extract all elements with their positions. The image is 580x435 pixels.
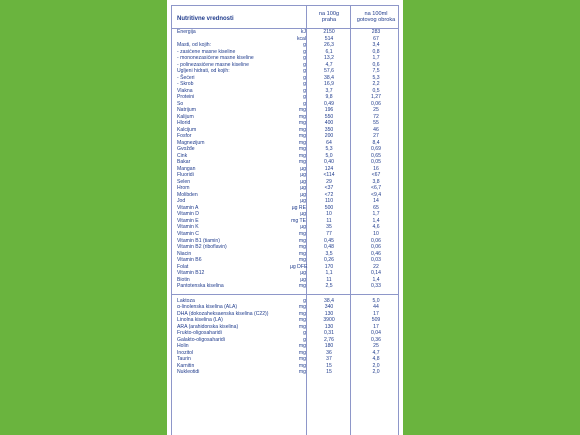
value-per-100ml: 25 bbox=[373, 107, 379, 114]
value-per-100g: 6,1 bbox=[325, 48, 333, 55]
nutrient-unit: mg bbox=[298, 310, 306, 317]
nutrient-unit: g bbox=[303, 94, 306, 101]
value-per-100ml: 0,06 bbox=[371, 244, 381, 251]
nutrient-name: Galakto-oligosaharidi bbox=[177, 336, 225, 343]
value-per-100g: 10 bbox=[326, 211, 332, 218]
value-per-100ml: 3,8 bbox=[372, 178, 380, 185]
value-per-100g: 37 bbox=[326, 356, 332, 363]
per-100g-header: na 100g praha bbox=[318, 11, 340, 23]
nutrient-unit: mg bbox=[298, 250, 306, 257]
nutrient-name: Masti, od kojih: bbox=[177, 42, 211, 49]
nutrient-unit: µg bbox=[300, 276, 306, 283]
nutrient-name: Inozitol bbox=[177, 349, 194, 356]
nutrient-unit: mg bbox=[298, 230, 306, 237]
nutrient-unit: mg bbox=[298, 146, 306, 153]
nutrient-name: Fluoridi bbox=[177, 172, 194, 179]
nutrient-unit: µg RE bbox=[291, 204, 306, 211]
value-per-100ml: 0,14 bbox=[371, 270, 381, 277]
nutrient-unit: mg bbox=[298, 237, 306, 244]
value-per-100g: 5,0 bbox=[325, 152, 333, 159]
value-per-100g: <37 bbox=[324, 185, 334, 192]
value-per-100ml: 44 bbox=[373, 304, 379, 311]
per-100ml-header: na 100ml gotovog obroka bbox=[356, 11, 396, 23]
nutrient-unit: µg bbox=[300, 191, 306, 198]
nutrient-name: - polinezasićene masne kiseline bbox=[177, 61, 249, 68]
value-per-100g: 350 bbox=[324, 126, 334, 133]
nutrient-unit: µg bbox=[300, 224, 306, 231]
value-per-100ml: 0,36 bbox=[371, 336, 381, 343]
nutrient-name: Kalcijum bbox=[177, 126, 197, 133]
table-row bbox=[172, 369, 398, 376]
nutrient-name: - zasićene masne kiseline bbox=[177, 48, 236, 55]
value-per-100ml: 5,3 bbox=[372, 74, 380, 81]
nutrient-unit: g bbox=[303, 61, 306, 68]
value-per-100ml: 1,7 bbox=[372, 55, 380, 62]
value-per-100ml: 2,0 bbox=[372, 369, 380, 376]
value-per-100ml: 22 bbox=[373, 263, 379, 270]
value-per-100ml: 0,06 bbox=[371, 100, 381, 107]
value-per-100g: 11 bbox=[326, 276, 332, 283]
value-per-100ml: 65 bbox=[373, 204, 379, 211]
value-per-100g: 38,4 bbox=[324, 297, 334, 304]
nutrient-name: Fosfor bbox=[177, 133, 192, 140]
value-per-100ml: 7,5 bbox=[372, 68, 380, 75]
nutrient-unit: kcal bbox=[296, 35, 306, 42]
value-per-100ml: <9,4 bbox=[370, 191, 382, 198]
nutrient-unit: kJ bbox=[300, 29, 306, 35]
nutrient-rows-additional bbox=[172, 298, 398, 376]
value-per-100g: 1,1 bbox=[325, 270, 333, 277]
value-per-100g: 2,5 bbox=[325, 283, 333, 290]
nutrient-unit: µg bbox=[300, 165, 306, 172]
nutrient-name: Mangan bbox=[177, 165, 196, 172]
nutrient-unit: µg bbox=[300, 178, 306, 185]
nutrient-name: DHA (dokozaheksaenska kiselina (C22)) bbox=[177, 310, 269, 317]
value-per-100ml: 0,05 bbox=[371, 159, 381, 166]
value-per-100ml: 0,04 bbox=[371, 330, 381, 337]
nutrient-name: Vitamin B1 (tiamin) bbox=[177, 237, 220, 244]
value-per-100ml: 0,65 bbox=[371, 152, 381, 159]
nutrient-name: Kalijum bbox=[177, 113, 194, 120]
nutrient-unit: g bbox=[303, 87, 306, 94]
nutrient-unit: µg DFE bbox=[290, 263, 308, 270]
value-per-100ml: 72 bbox=[373, 113, 379, 120]
nutrient-unit: g bbox=[303, 74, 306, 81]
value-per-100g: 36 bbox=[326, 349, 332, 356]
nutrient-name: Biotin bbox=[177, 276, 190, 283]
nutrient-name: Frukto-oligosaharidi bbox=[177, 330, 222, 337]
value-per-100ml: <6,7 bbox=[370, 185, 382, 192]
nutrient-unit: mg bbox=[298, 257, 306, 264]
nutrient-unit: mg bbox=[298, 113, 306, 120]
nutrient-unit: µg bbox=[300, 198, 306, 205]
nutrient-unit: mg bbox=[298, 343, 306, 350]
nutrient-name: - Šećeri bbox=[177, 74, 195, 81]
value-per-100g: 9,8 bbox=[325, 94, 333, 101]
value-per-100g: 11 bbox=[326, 217, 332, 224]
nutrient-unit: mg bbox=[298, 323, 306, 330]
value-per-100g: 400 bbox=[324, 120, 334, 127]
value-per-100g: 110 bbox=[324, 198, 334, 205]
value-per-100ml: 27 bbox=[373, 133, 379, 140]
value-per-100g: 29 bbox=[326, 178, 332, 185]
nutrient-name: ARA (arahidonska kiselina) bbox=[177, 323, 239, 330]
value-per-100ml: 0,69 bbox=[371, 146, 381, 153]
nutrient-unit: mg bbox=[298, 139, 306, 146]
nutrient-name: Niacin bbox=[177, 250, 192, 257]
value-per-100ml: 4,7 bbox=[372, 349, 380, 356]
value-per-100g: 0,31 bbox=[324, 330, 334, 337]
nutrition-table bbox=[171, 5, 399, 435]
nutrient-name: Vitamin C bbox=[177, 230, 199, 237]
value-per-100g: 0,48 bbox=[324, 244, 334, 251]
value-per-100g: 4,7 bbox=[325, 61, 333, 68]
value-per-100ml: 2,2 bbox=[372, 81, 380, 88]
nutrient-name: Vitamin D bbox=[177, 211, 199, 218]
value-per-100g: <114 bbox=[323, 172, 335, 179]
nutrient-name: Pantotenska kiselina bbox=[177, 283, 224, 290]
nutrient-name: Hlorid bbox=[177, 120, 191, 127]
value-per-100g: 3900 bbox=[323, 317, 335, 324]
nutrient-name: Vitamin B12 bbox=[177, 270, 205, 277]
value-per-100ml: 283 bbox=[371, 29, 381, 35]
value-per-100ml: 3,4 bbox=[372, 42, 380, 49]
value-per-100ml: 4,6 bbox=[372, 224, 380, 231]
nutrient-unit: g bbox=[303, 48, 306, 55]
value-per-100ml: 8,4 bbox=[372, 139, 380, 146]
nutrient-unit: µg bbox=[300, 172, 306, 179]
nutrient-unit: mg bbox=[298, 362, 306, 369]
value-per-100g: 3,7 bbox=[325, 87, 333, 94]
value-per-100ml: 0,8 bbox=[372, 48, 380, 55]
value-per-100ml: 2,0 bbox=[372, 362, 380, 369]
nutrient-unit: mg bbox=[298, 283, 306, 290]
nutrient-name: Nukleotidi bbox=[177, 369, 200, 376]
value-per-100ml: 0,46 bbox=[371, 250, 381, 257]
value-per-100ml: 1,7 bbox=[372, 211, 380, 218]
value-per-100g: 26,3 bbox=[324, 42, 334, 49]
nutrient-unit: g bbox=[303, 100, 306, 107]
nutrient-name: Vitamin B6 bbox=[177, 257, 202, 264]
nutrient-unit: g bbox=[303, 42, 306, 49]
nutrient-name: Proteini bbox=[177, 94, 195, 101]
value-per-100ml: 25 bbox=[373, 343, 379, 350]
nutrient-unit: mg bbox=[298, 120, 306, 127]
nutrient-unit: mg bbox=[298, 369, 306, 376]
nutrient-unit: mg bbox=[298, 159, 306, 166]
value-per-100ml: 14 bbox=[373, 198, 379, 205]
value-per-100g: 57,6 bbox=[324, 68, 334, 75]
nutrient-unit: mg bbox=[298, 107, 306, 114]
nutrient-name: Vitamin A bbox=[177, 204, 199, 211]
value-per-100g: 170 bbox=[324, 263, 334, 270]
value-per-100g: 340 bbox=[324, 304, 334, 311]
value-per-100g: 2,76 bbox=[324, 336, 334, 343]
nutrient-unit: µg bbox=[300, 270, 306, 277]
value-per-100ml: <67 bbox=[371, 172, 381, 179]
nutrient-name: Bakar bbox=[177, 159, 191, 166]
nutrient-unit: mg TE bbox=[291, 217, 306, 224]
value-per-100g: 0,49 bbox=[324, 100, 334, 107]
nutrient-unit: µg bbox=[300, 185, 306, 192]
value-per-100ml: 1,4 bbox=[372, 217, 380, 224]
value-per-100g: 514 bbox=[324, 35, 334, 42]
value-per-100g: 77 bbox=[326, 230, 332, 237]
table-header bbox=[172, 6, 398, 29]
nutrient-name: Laktoza bbox=[177, 297, 195, 304]
value-per-100ml: 0,6 bbox=[372, 61, 380, 68]
nutrient-unit: µg bbox=[300, 211, 306, 218]
value-per-100ml: 16 bbox=[373, 165, 379, 172]
value-per-100g: 2150 bbox=[323, 29, 335, 35]
value-per-100g: 130 bbox=[324, 310, 334, 317]
nutrient-name: Linolna kiselina (LA) bbox=[177, 317, 223, 324]
nutrient-unit: g bbox=[303, 81, 306, 88]
nutrient-name: Natrijum bbox=[177, 107, 196, 114]
nutrient-name: Karnitin bbox=[177, 362, 195, 369]
nutrient-unit: g bbox=[303, 336, 306, 343]
nutrient-name: - mononezasićene masne kiseline bbox=[177, 55, 254, 62]
value-per-100g: 15 bbox=[326, 362, 332, 369]
value-per-100ml: 1,27 bbox=[371, 94, 381, 101]
nutrient-unit: g bbox=[303, 330, 306, 337]
nutrient-name: Taurin bbox=[177, 356, 191, 363]
value-per-100g: 180 bbox=[324, 343, 334, 350]
nutrient-name: Vlakna bbox=[177, 87, 193, 94]
value-per-100ml: 0,03 bbox=[371, 257, 381, 264]
section-divider bbox=[172, 294, 398, 295]
nutrient-name: Magnezijum bbox=[177, 139, 205, 146]
value-per-100ml: 509 bbox=[371, 317, 381, 324]
nutrient-name: Jod bbox=[177, 198, 186, 205]
value-per-100ml: 10 bbox=[373, 230, 379, 237]
value-per-100g: 38,4 bbox=[324, 74, 334, 81]
value-per-100g: 64 bbox=[326, 139, 332, 146]
value-per-100ml: 4,8 bbox=[372, 356, 380, 363]
nutrient-name: Vitamin E bbox=[177, 217, 199, 224]
nutrient-name: Vitamin K bbox=[177, 224, 199, 231]
value-per-100ml: 55 bbox=[373, 120, 379, 127]
nutrient-name: Gvožđe bbox=[177, 146, 195, 153]
value-per-100g: 196 bbox=[324, 107, 334, 114]
nutrient-unit: mg bbox=[298, 133, 306, 140]
value-per-100ml: 67 bbox=[373, 35, 379, 42]
nutrient-name: Ugljeni hidrati, od kojih: bbox=[177, 68, 230, 75]
nutrient-unit: mg bbox=[298, 126, 306, 133]
nutrient-unit: mg bbox=[298, 152, 306, 159]
nutrient-unit: g bbox=[303, 55, 306, 62]
nutrient-unit: mg bbox=[298, 304, 306, 311]
value-per-100g: 130 bbox=[324, 323, 334, 330]
value-per-100ml: 0,33 bbox=[371, 283, 381, 290]
value-per-100g: 124 bbox=[324, 165, 334, 172]
value-per-100ml: 17 bbox=[373, 323, 379, 330]
nutrient-name: Hrom bbox=[177, 185, 190, 192]
nutrition-panel bbox=[167, 0, 403, 435]
nutrient-name: - Skrob bbox=[177, 81, 194, 88]
value-per-100g: 35 bbox=[326, 224, 332, 231]
value-per-100g: 5,3 bbox=[325, 146, 333, 153]
table-title: Nutritivne vrednosti bbox=[177, 16, 234, 22]
value-per-100g: <72 bbox=[324, 191, 334, 198]
nutrient-name: Folat bbox=[177, 263, 189, 270]
value-per-100g: 13,2 bbox=[324, 55, 334, 62]
nutrient-name: α-linolenska kiselina (ALA) bbox=[177, 304, 238, 311]
nutrient-rows-main bbox=[172, 29, 398, 290]
value-per-100ml: 5,0 bbox=[372, 297, 380, 304]
nutrient-unit: g bbox=[303, 68, 306, 75]
nutrient-unit: mg bbox=[298, 244, 306, 251]
nutrient-name: Selen bbox=[177, 178, 191, 185]
value-per-100ml: 17 bbox=[373, 310, 379, 317]
value-per-100g: 0,26 bbox=[324, 257, 334, 264]
nutrient-name: So bbox=[177, 100, 184, 107]
value-per-100g: 550 bbox=[324, 113, 334, 120]
value-per-100ml: 46 bbox=[373, 126, 379, 133]
value-per-100g: 16,9 bbox=[324, 81, 334, 88]
nutrient-name: Molibden bbox=[177, 191, 198, 198]
value-per-100g: 200 bbox=[324, 133, 334, 140]
value-per-100g: 3,5 bbox=[325, 250, 333, 257]
value-per-100g: 500 bbox=[324, 204, 334, 211]
nutrient-unit: mg bbox=[298, 317, 306, 324]
value-per-100g: 0,45 bbox=[324, 237, 334, 244]
value-per-100ml: 0,5 bbox=[372, 87, 380, 94]
value-per-100g: 15 bbox=[326, 369, 332, 376]
value-per-100ml: 0,06 bbox=[371, 237, 381, 244]
nutrient-name: Cink bbox=[177, 152, 188, 159]
nutrient-unit: g bbox=[303, 297, 306, 304]
nutrient-name: Vitamin B2 (riboflavin) bbox=[177, 244, 227, 251]
nutrient-name: Holin bbox=[177, 343, 189, 350]
nutrient-unit: mg bbox=[298, 349, 306, 356]
table-row bbox=[172, 283, 398, 290]
nutrient-unit: mg bbox=[298, 356, 306, 363]
nutrient-name: Energija bbox=[177, 29, 196, 35]
value-per-100g: 0,40 bbox=[324, 159, 334, 166]
value-per-100ml: 1,4 bbox=[372, 276, 380, 283]
